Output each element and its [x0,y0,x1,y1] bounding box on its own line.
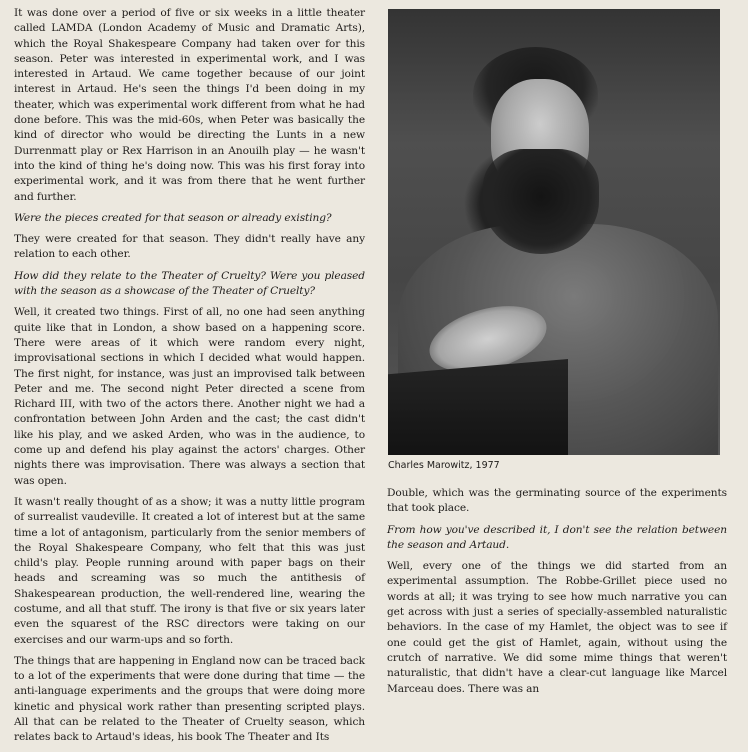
interview-question: From how you've described it, I don't see the relation between the season and Artaud. [387,523,727,551]
photo-beard [483,149,599,254]
paragraph: It was done over a period of five or six weeks in a little theater called LAMDA (London Academy of Music and Dramatic Arts), which the Royal Shakespeare Company had taken over for this season. Peter was interested in experimental work, and I was interested in Artaud. We came together because of our joint interest in Artaud. He's seen the things I'd been doing in my theater, which was experimental work different from what he had done before. This was the mid-60s, when Peter was basically the kind of director who would be directing the Lunts in a new Durrenmatt play or Rex Harrison in an Anouilh play — he wasn't into the kind of thing he's doing now. This was his first foray into experimental work, and it was from there that he went further and further. [14,7,365,203]
portrait-photo [388,9,720,455]
interview-question: How did they relate to the Theater of Cruelty? Were you pleased with the season as a showcase of the Theater of Cruelty? [14,269,365,298]
interview-question: Were the pieces created for that season or already existing? [14,211,332,224]
paragraph: Well, it created two things. First of all, no one had seen anything quite like that in London, a show based on a happening score. There were areas of it which were random every night, improvisational sections in which I decided what would happen. The first night, for instance, was just an improvised talk between Peter and me. The second night Peter directed a scene from Richard III, with two of the actors there. Another night we had a confrontation between John Arden and the cast; the cast didn't like his play, and we asked Arden, who was in the audience, to come up and defend his play against the actors' charges. Other nights there was improvisation. There was always a section that was open. [14,306,365,487]
photo-caption: Charles Marowitz, 1977 [388,460,500,471]
paragraph: Well, every one of the things we did started from an experimental assumption. The Robbe-Grillet piece used no words at all; it was trying to see how much narrative you can get across with just a series of specially-assembled naturalistic behaviors. In the case of my Hamlet, the object was to see if one could get the gist of Hamlet, again, without using the crutch of narrative. We did some mime things that weren't naturalistic, that didn't have a clear-cut language like Marcel Marceau does. There was an [387,560,727,695]
paragraph: The things that are happening in England now can be traced back to a lot of the experiments that were done during that time — the anti-language experiments and the groups that were doing more kinetic and physical work rather than presenting scripted plays. All that can be related to the Theater of Cruelty season, which relates back to Artaud's ideas, his book The Theater and Its [14,654,365,744]
left-text-column [14,6,365,752]
right-text-column [387,486,727,703]
paragraph: It wasn't really thought of as a show; it was a nutty little program of surrealist vaudeville. It created a lot of interest but at the same time a lot of antagonism, particularly from the senior members of the Royal Shakespeare Company, who felt that this was just child's play. People running around with paper bags on their heads and screaming was so much the antithesis of Shakespearean production, the well-rendered line, wearing the costume, and all that stuff. The irony is that five or six years later even the squarest of the RSC directors were taking on our exercises and our warm-ups and so forth. [14,495,365,646]
paragraph: They were created for that season. They didn't really have any relation to each other. [14,233,365,261]
paragraph: Double, which was the germinating source of the experiments that took place. [387,487,727,515]
